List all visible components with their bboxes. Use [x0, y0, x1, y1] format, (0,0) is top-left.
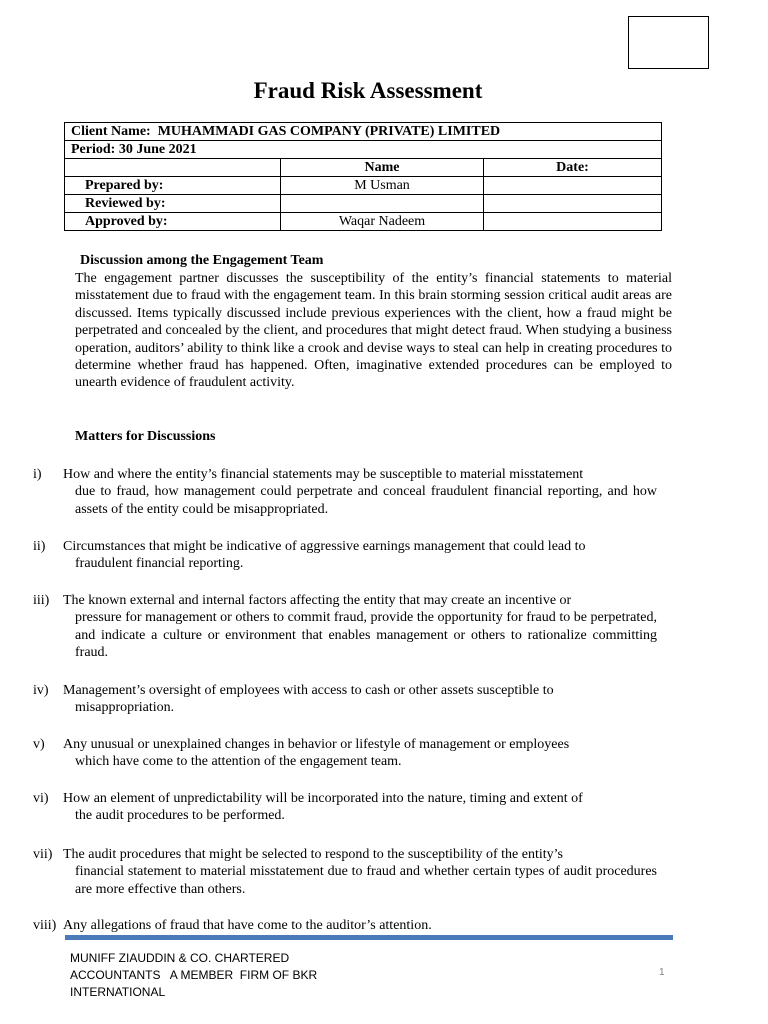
list-item-text-cont: misappropriation.	[75, 700, 175, 716]
client-name-cell	[65, 123, 662, 141]
list-item-text: How an element of unpredictability will be incorporated into the nature, timing and extent of	[63, 791, 583, 806]
list-item-number: vi)	[33, 791, 49, 806]
footer-divider	[65, 935, 673, 940]
list-item	[33, 538, 657, 573]
discussion-paragraph: The engagement partner discusses the susceptibility of the entity’s financial statements to material misstatement due to fraud with the engagement team. In this brain storming session critical audit areas are discussed. Items typically discussed include previous experiences with the client, how a fraud might be perpetrated and concealed by the client, and procedures that might detect fraud. When studying a business operation, auditors’ ability to think like a crook and devise ways to steal can help in creating procedures to determine whether fraud has happened. Often, imaginative extended procedures can be employed to unearth evidence of fraudulent activity.	[75, 271, 672, 391]
info-table	[64, 122, 662, 231]
period-cell: Period: 30 June 2021	[65, 141, 662, 159]
page-number: 1	[659, 967, 665, 978]
list-item-text: The known external and internal factors affecting the entity that may create an incentive or	[63, 593, 572, 608]
date-cell	[484, 213, 662, 231]
list-item-text: Any allegations of fraud that have come to the auditor’s attention.	[63, 918, 432, 933]
list-item-number: v)	[33, 737, 45, 752]
list-item-text-cont: fraudulent financial reporting.	[75, 556, 244, 572]
list-item-text-cont: due to fraud, how management could perpetrate and conceal fraudulent financial reporting, and how assets of the entity could be misappropriated.	[75, 484, 657, 517]
list-item-number: iv)	[33, 683, 49, 698]
list-item	[33, 790, 657, 825]
list-item	[33, 846, 657, 898]
list-item-number: viii)	[33, 918, 57, 933]
table-row	[65, 177, 662, 195]
table-row	[65, 159, 662, 177]
footer-line-2: ACCOUNTANTS A MEMBER FIRM OF BKR	[70, 968, 318, 982]
role-cell: Approved by:	[65, 213, 281, 231]
list-item	[33, 736, 657, 771]
name-cell: Waqar Nadeem	[281, 213, 484, 231]
list-item-text-cont: financial statement to material misstatement due to fraud and whether certain types of audit procedures are more effective than others.	[75, 864, 657, 897]
date-cell	[484, 195, 662, 213]
list-item-number: iii)	[33, 593, 50, 608]
list-item-number: ii)	[33, 539, 46, 554]
table-row	[65, 123, 662, 141]
table-row	[65, 195, 662, 213]
client-value: MUHAMMADI GAS COMPANY (PRIVATE) LIMITED	[157, 124, 501, 139]
footer-line-3: INTERNATIONAL	[70, 985, 166, 999]
name-cell	[281, 195, 484, 213]
table-row	[65, 213, 662, 231]
header-empty-cell	[65, 159, 281, 177]
page-title: Fraud Risk Assessment	[253, 78, 483, 103]
list-item-text: Circumstances that might be indicative of aggressive earnings management that could lead to	[63, 539, 586, 554]
list-item	[33, 466, 657, 518]
list-item	[33, 682, 657, 717]
reference-box	[628, 16, 709, 69]
role-cell: Prepared by:	[65, 177, 281, 195]
list-item-text-cont: which have come to the attention of the engagement team.	[75, 754, 402, 770]
table-row	[65, 141, 662, 159]
date-cell	[484, 177, 662, 195]
name-cell: M Usman	[281, 177, 484, 195]
col-date-header: Date:	[484, 159, 662, 177]
list-item	[33, 592, 657, 662]
list-item-text: The audit procedures that might be selected to respond to the susceptibility of the entity’s	[63, 847, 563, 862]
list-item	[33, 917, 657, 934]
list-item-text: How and where the entity’s financial statements may be susceptible to material misstatement	[63, 467, 584, 482]
role-cell: Reviewed by:	[65, 195, 281, 213]
matters-heading: Matters for Discussions	[75, 429, 216, 444]
list-item-number: vii)	[33, 847, 53, 862]
footer-firm-name	[70, 950, 360, 1001]
list-item-number: i)	[33, 467, 42, 482]
list-item-text: Management’s oversight of employees with access to cash or other assets susceptible to	[63, 683, 554, 698]
list-item-text-cont: the audit procedures to be performed.	[75, 808, 285, 824]
client-label: Client Name:	[71, 124, 151, 139]
footer-line-1: MUNIFF ZIAUDDIN & CO. CHARTERED	[70, 951, 290, 965]
col-name-header: Name	[281, 159, 484, 177]
discussion-heading: Discussion among the Engagement Team	[80, 253, 324, 268]
list-item-text-cont: pressure for management or others to commit fraud, provide the opportunity for fraud to be perpetrated, and indicate a culture or environment that enables management or others to rationalize committing fraud.	[75, 610, 657, 661]
list-item-text: Any unusual or unexplained changes in behavior or lifestyle of management or employees	[63, 737, 570, 752]
